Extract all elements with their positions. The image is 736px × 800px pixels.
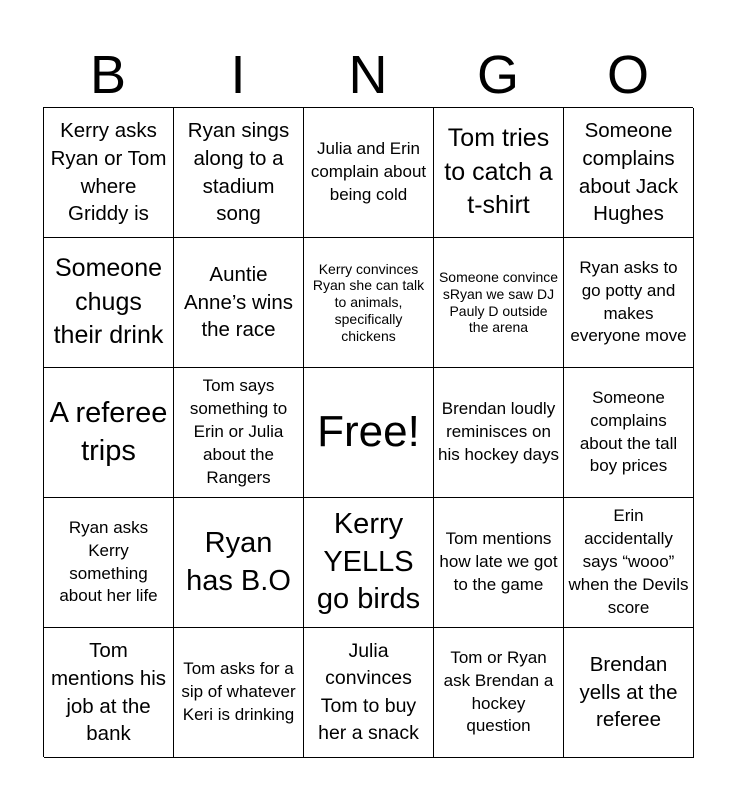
bingo-cell[interactable]: Julia convinces Tom to buy her a snack — [304, 628, 434, 758]
bingo-cell[interactable]: Ryan has B.O — [174, 498, 304, 628]
bingo-cell[interactable]: Auntie Anne’s wins the race — [174, 238, 304, 368]
bingo-cell[interactable]: Tom says something to Erin or Julia about the Rangers — [174, 368, 304, 498]
bingo-cell[interactable]: Ryan sings along to a stadium song — [174, 108, 304, 238]
bingo-cell[interactable]: Tom mentions his job at the bank — [44, 628, 174, 758]
bingo-cell[interactable]: Someone convince sRyan we saw DJ Pauly D outside the arena — [434, 238, 564, 368]
bingo-cell[interactable]: A referee trips — [44, 368, 174, 498]
bingo-board — [43, 107, 693, 757]
bingo-cell[interactable]: Tom or Ryan ask Brendan a hockey question — [434, 628, 564, 758]
bingo-cell[interactable]: Kerry YELLS go birds — [304, 498, 434, 628]
bingo-cell[interactable]: Someone chugs their drink — [44, 238, 174, 368]
bingo-header — [43, 44, 693, 106]
bingo-cell[interactable]: Tom tries to catch a t-shirt — [434, 108, 564, 238]
bingo-cell[interactable]: Kerry convinces Ryan she can talk to animals, specifically chickens — [304, 238, 434, 368]
bingo-cell[interactable]: Someone complains about the tall boy prices — [564, 368, 694, 498]
bingo-cell[interactable]: Julia and Erin complain about being cold — [304, 108, 434, 238]
bingo-cell[interactable]: Erin accidentally says “wooo” when the Devils score — [564, 498, 694, 628]
bingo-cell[interactable]: Brendan yells at the referee — [564, 628, 694, 758]
free-space[interactable]: Free! — [304, 368, 434, 498]
bingo-cell[interactable]: Ryan asks to go potty and makes everyone move — [564, 238, 694, 368]
bingo-cell[interactable]: Someone complains about Jack Hughes — [564, 108, 694, 238]
bingo-cell[interactable]: Tom asks for a sip of whatever Keri is drinking — [174, 628, 304, 758]
bingo-cell[interactable]: Kerry asks Ryan or Tom where Griddy is — [44, 108, 174, 238]
header-letter-b: B — [89, 45, 127, 105]
bingo-cell[interactable]: Tom mentions how late we got to the game — [434, 498, 564, 628]
header-letter-o: O — [606, 45, 649, 105]
header-letter-g: G — [476, 45, 519, 105]
bingo-cell[interactable]: Ryan asks Kerry something about her life — [44, 498, 174, 628]
header-letter-n: N — [348, 45, 388, 105]
header-letter-i: I — [230, 45, 246, 105]
bingo-cell[interactable]: Brendan loudly reminisces on his hockey days — [434, 368, 564, 498]
